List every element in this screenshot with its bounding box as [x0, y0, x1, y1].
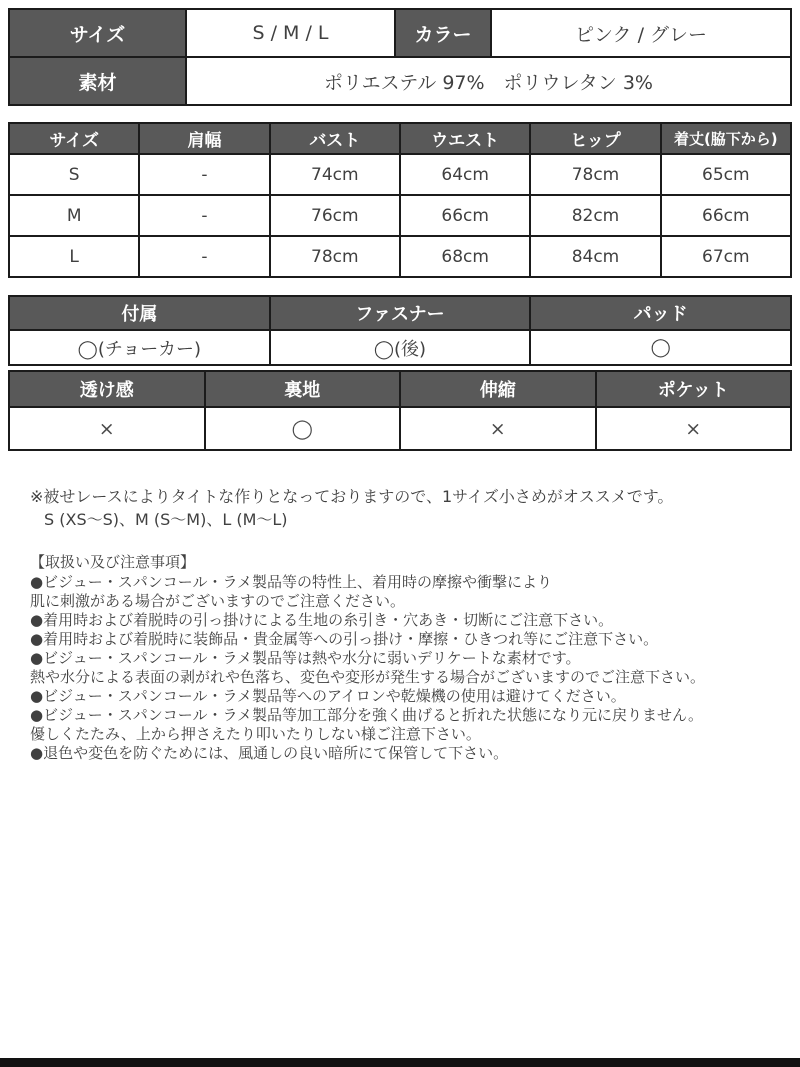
feature-col-header: 透け感: [9, 371, 205, 407]
features-table-a: [8, 295, 792, 366]
measure-cell: -: [139, 154, 269, 195]
measure-cell: 76cm: [270, 195, 400, 236]
feature-col-header: 裏地: [205, 371, 401, 407]
care-line: ●ビジュー・スパンコール・ラメ製品等加工部分を強く曲げると折れた状態になり元に戻りません。: [30, 706, 703, 724]
feature-value-cell: ×: [9, 407, 205, 450]
care-instructions: [30, 553, 788, 763]
material-header-cell: 素材: [9, 57, 186, 105]
feature-col-header: ファスナー: [270, 296, 531, 330]
feature-col-header: 伸縮: [400, 371, 596, 407]
spec-table: [8, 8, 792, 106]
color-value-cell: ピンク / グレー: [491, 9, 791, 57]
measure-cell: L: [9, 236, 139, 277]
care-line: ●ビジュー・スパンコール・ラメ製品等は熱や水分に弱いデリケートな素材です。: [30, 649, 581, 667]
feature-value-cell: ×: [400, 407, 596, 450]
feature-value-cell: ×: [596, 407, 792, 450]
measure-cell: 64cm: [400, 154, 530, 195]
care-line: 優しくたたみ、上から押さえたり叩いたりしない様ご注意下さい。: [30, 725, 481, 743]
measure-cell: 65cm: [661, 154, 791, 195]
care-line: ●退色や変色を防ぐためには、風通しの良い暗所にて保管して下さい。: [30, 744, 509, 762]
measure-cell: 67cm: [661, 236, 791, 277]
measure-cell: M: [9, 195, 139, 236]
care-title: 【取扱い及び注意事項】: [30, 553, 196, 571]
measure-col-header: 着丈(脇下から): [661, 123, 791, 154]
feature-col-header: ポケット: [596, 371, 792, 407]
size-note-line1: ※被せレースによりタイトな作りとなっておりますので、1サイズ小さめがオススメです。: [30, 487, 674, 506]
measurements-table: [8, 122, 792, 278]
measure-cell: 68cm: [400, 236, 530, 277]
measure-col-header: バスト: [270, 123, 400, 154]
material-value-cell: ポリエステル 97% ポリウレタン 3%: [186, 57, 791, 105]
size-note: [30, 485, 788, 531]
feature-value-cell: ◯(チョーカー): [9, 330, 270, 365]
measure-cell: -: [139, 195, 269, 236]
table-row: [9, 330, 791, 365]
feature-value-cell: ◯: [205, 407, 401, 450]
table-row: [9, 407, 791, 450]
feature-value-cell: ◯: [530, 330, 791, 365]
care-line: 熱や水分による表面の剥がれや色落ち、変色や変形が発生する場合がございますのでご注意下さい。: [30, 668, 706, 686]
table-row-size-m: [9, 195, 791, 236]
measure-cell: 78cm: [270, 236, 400, 277]
measure-cell: 74cm: [270, 154, 400, 195]
feature-value-cell: ◯(後): [270, 330, 531, 365]
measure-col-header: ヒップ: [530, 123, 660, 154]
measure-col-header: 肩幅: [139, 123, 269, 154]
care-line: ●ビジュー・スパンコール・ラメ製品等の特性上、着用時の摩擦や衝撃により: [30, 573, 553, 591]
measure-cell: 78cm: [530, 154, 660, 195]
size-header-cell: サイズ: [9, 9, 186, 57]
size-value-cell: S / M / L: [186, 9, 395, 57]
care-line: 肌に刺激がある場合がございますのでご注意ください。: [30, 592, 406, 610]
size-note-line2: S (XS～S)、M (S～M)、L (M～L): [44, 510, 288, 529]
measure-col-header: ウエスト: [400, 123, 530, 154]
bottom-divider-bar: [0, 1058, 800, 1067]
measure-cell: 66cm: [400, 195, 530, 236]
feature-col-header: パッド: [530, 296, 791, 330]
table-row-size-s: [9, 154, 791, 195]
measure-cell: 82cm: [530, 195, 660, 236]
measure-cell: 84cm: [530, 236, 660, 277]
table-row-size-l: [9, 236, 791, 277]
care-line: ●ビジュー・スパンコール・ラメ製品等へのアイロンや乾燥機の使用は避けてください。: [30, 687, 626, 705]
measure-cell: S: [9, 154, 139, 195]
measure-col-header: サイズ: [9, 123, 139, 154]
care-line: ●着用時および着脱時の引っ掛けによる生地の糸引き・穴あき・切断にご注意下さい。: [30, 611, 614, 629]
color-header-cell: カラー: [395, 9, 491, 57]
features-table-b: [8, 370, 792, 451]
care-line: ●着用時および着脱時に装飾品・貴金属等への引っ掛け・摩擦・ひきつれ等にご注意下さい。: [30, 630, 659, 648]
feature-col-header: 付属: [9, 296, 270, 330]
measure-cell: 66cm: [661, 195, 791, 236]
measure-cell: -: [139, 236, 269, 277]
